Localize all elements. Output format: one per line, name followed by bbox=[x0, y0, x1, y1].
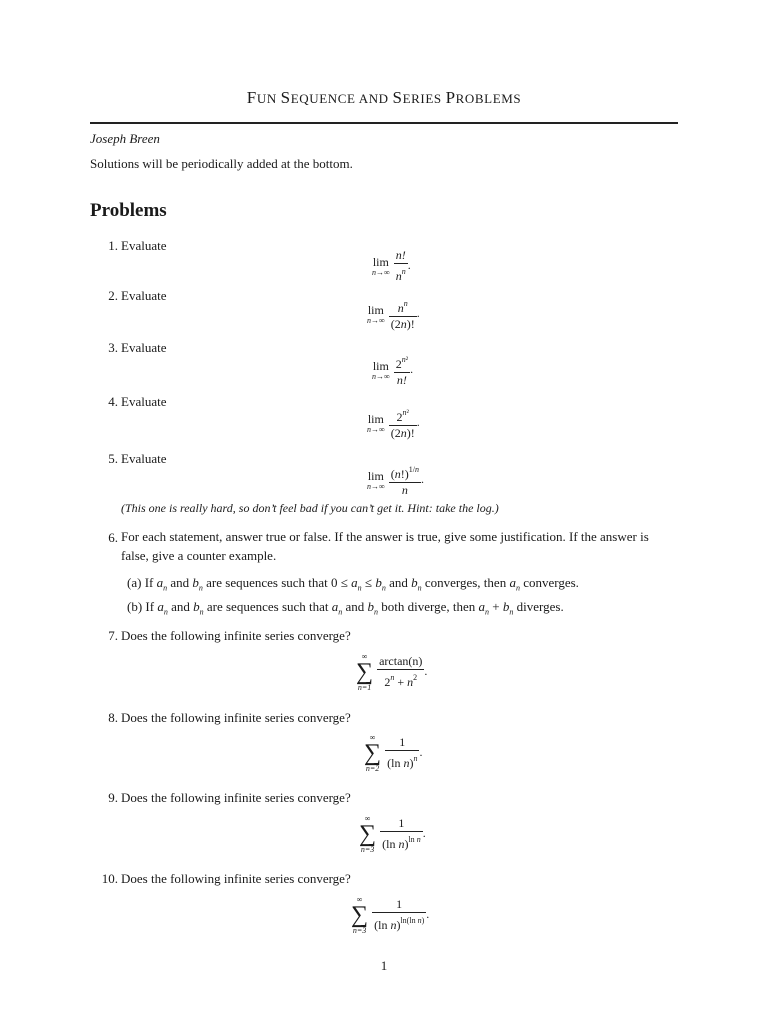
problem-number: 7. bbox=[108, 628, 118, 643]
problem-number: 9. bbox=[108, 790, 118, 805]
problem-number: 8. bbox=[108, 710, 118, 725]
formula-9: ∞ ∑ n=3 $\frac{1}{(\ln n)^{ln n}}$ . bbox=[359, 814, 426, 854]
problem-text: Evaluate bbox=[121, 394, 167, 409]
problem-number: 5. bbox=[108, 451, 118, 466]
problem-text-line2: false, give a counter example. bbox=[121, 548, 277, 563]
section-heading: Problems bbox=[90, 200, 167, 221]
problem-text: Evaluate bbox=[121, 238, 167, 253]
page-number: 1 bbox=[380, 958, 388, 973]
intro-text: Solutions will be periodically added at the bottom. bbox=[90, 156, 353, 171]
formula-1: lim n→∞ $\frac{n!}{n^n}$ . bbox=[372, 248, 411, 283]
formula-3: lim n→∞ $\frac{2^{n^2}}{n!}$ . bbox=[372, 352, 413, 388]
problem-hint: (This one is really hard, so don’t feel bad if you can’t get it. Hint: take the log.) bbox=[121, 501, 499, 515]
problem-number: 10. bbox=[101, 871, 118, 886]
problem-text: Does the following infinite series converge? bbox=[121, 871, 351, 886]
formula-8: ∞ ∑ n=2 $\frac{1}{(\ln n)^n}$ . bbox=[364, 733, 423, 773]
problem-text: Does the following infinite series converge? bbox=[121, 790, 351, 805]
problem-number: 6. bbox=[108, 530, 118, 545]
problem-number: 4. bbox=[108, 394, 118, 409]
problem-text: Evaluate bbox=[121, 288, 167, 303]
problem-text: Evaluate bbox=[121, 340, 167, 355]
formula-5: lim n→∞ $\frac{(n!)^{1/n}}{n}$ . bbox=[367, 462, 424, 498]
formula-7: ∞ ∑ n=1 $\frac{\arctan(n)}{2^n + n^2}$ . bbox=[356, 652, 428, 692]
problem-number: 3. bbox=[108, 340, 118, 355]
title-rule bbox=[90, 122, 678, 124]
problem-text: Does the following infinite series converge? bbox=[121, 710, 351, 725]
problem-text: Does the following infinite series converge? bbox=[121, 628, 351, 643]
sub-item-a: (a) If $a_n$ and $b_n$ are sequences such that $0 \le a_n \le b_n$ and $b_n$ converges, then $a_n$ converges. bbox=[127, 575, 579, 593]
problem-text-line1: For each statement, answer true or false. If the answer is true, give some justification. If the answer is bbox=[121, 529, 649, 544]
formula-4: lim n→∞ $\frac{2^{n^2}}{(2n)!}$ . bbox=[367, 405, 420, 441]
formula-10: ∞ ∑ n=3 $\frac{1}{(\ln n)^{ln(ln n)}}$ . bbox=[351, 895, 430, 935]
problem-number: 1. bbox=[108, 238, 118, 253]
formula-2: lim n→∞ $\frac{n^n}{(2n)!}$ . bbox=[367, 296, 420, 332]
sub-item-b: (b) If $a_n$ and $b_n$ are sequences such that $a_n$ and $b_n$ both diverge, then $a_n + b_n$ diverges. bbox=[127, 599, 564, 617]
problem-text: Evaluate bbox=[121, 451, 167, 466]
author-name: Joseph Breen bbox=[90, 131, 160, 146]
problem-number: 2. bbox=[108, 288, 118, 303]
document-title: FUN SEQUENCE AND SERIES PROBLEMS bbox=[246, 88, 522, 107]
